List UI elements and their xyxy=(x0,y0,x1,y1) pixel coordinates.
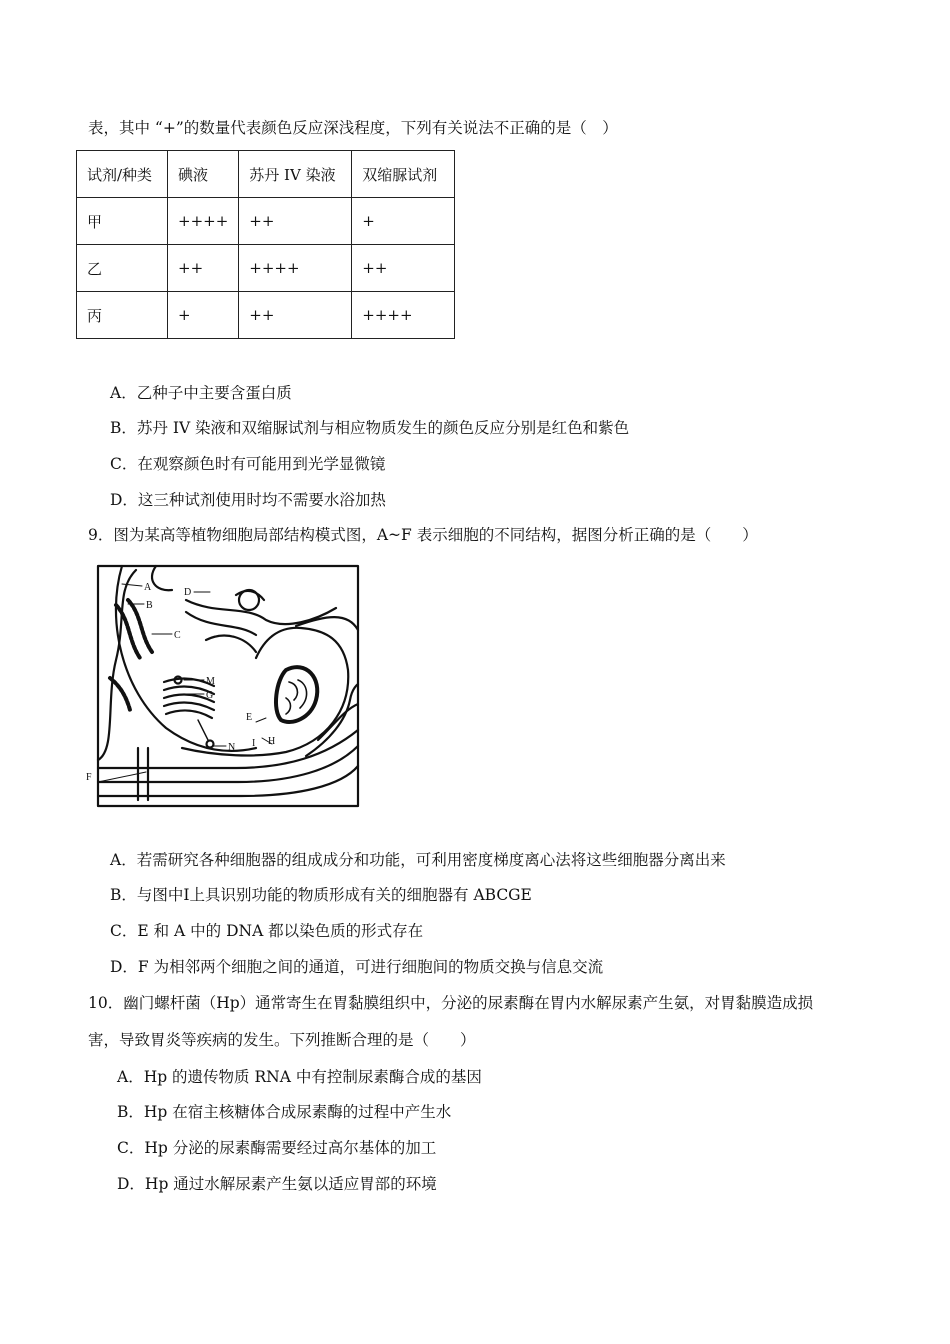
question-10-stem-line2: 害，导致胃炎等疾病的发生。下列推断合理的是（ ） xyxy=(88,1031,476,1049)
q8-option-c: C．在观察颜色时有可能用到光学显微镜 xyxy=(110,455,386,473)
table-cell: ++ xyxy=(239,198,352,245)
question-9-stem: 9．图为某高等植物细胞局部结构模式图，A~F 表示细胞的不同结构，据图分析正确的是（ ） xyxy=(88,526,758,544)
q10-option-c: C．Hp 分泌的尿素酶需要经过高尔基体的加工 xyxy=(117,1139,437,1157)
label-a: A xyxy=(144,582,152,593)
label-c: C xyxy=(174,630,181,641)
table-cell: ++ xyxy=(352,245,455,292)
table-header-cell: 双缩脲试剂 xyxy=(352,151,455,198)
golgi-cisterna xyxy=(166,711,212,718)
table-cell: ++ xyxy=(239,292,352,339)
label-e: E xyxy=(246,712,253,723)
label-i: I xyxy=(252,738,256,749)
er-channel xyxy=(186,612,256,635)
golgi-cisterna xyxy=(164,703,214,710)
table-cell: ++ xyxy=(168,245,239,292)
table-header-row xyxy=(77,151,455,198)
question-10-stem-line1: 10．幽门螺杆菌（Hp）通常寄生在胃黏膜组织中，分泌的尿素酶在胃内水解尿素产生氨，对胃黏膜造成损 xyxy=(88,994,814,1012)
golgi-vesicle-m xyxy=(175,677,182,684)
table-cell: ++++ xyxy=(352,292,455,339)
table-header-cell: 苏丹 IV 染液 xyxy=(239,151,352,198)
label-b: B xyxy=(146,600,153,611)
er-channel xyxy=(206,636,256,652)
table-cell: 丙 xyxy=(77,292,168,339)
golgi-vesicle-n xyxy=(207,741,214,748)
table-header-cell: 试剂/种类 xyxy=(77,151,168,198)
table-cell: ++++ xyxy=(168,198,239,245)
cell-wall-band xyxy=(306,684,358,756)
plant-cell-diagram xyxy=(86,560,362,810)
label-n: N xyxy=(228,742,236,753)
mitochondrion-cristae xyxy=(286,680,307,714)
label-h: H xyxy=(268,736,276,747)
table-cell: + xyxy=(352,198,455,245)
table-row xyxy=(77,198,455,245)
label-f: F xyxy=(86,772,92,783)
q9-option-c: C．E 和 A 中的 DNA 都以染色质的形式存在 xyxy=(110,922,424,940)
q9-option-b: B．与图中Ⅰ上具识别功能的物质形成有关的细胞器有 ABCGE xyxy=(110,886,532,904)
vesicle xyxy=(239,590,259,610)
table-row xyxy=(77,292,455,339)
table-cell: ++++ xyxy=(239,245,352,292)
q8-option-b: B．苏丹 IV 染液和双缩脲试剂与相应物质发生的颜色反应分别是红色和紫色 xyxy=(110,419,630,437)
vesicle-path xyxy=(198,720,208,740)
table-cell: 乙 xyxy=(77,245,168,292)
table-row xyxy=(77,245,455,292)
reagent-table xyxy=(76,150,455,339)
er-membrane xyxy=(152,566,172,590)
q8-option-a: A．乙种子中主要含蛋白质 xyxy=(110,384,292,402)
rough-er xyxy=(110,678,130,710)
label-m: M xyxy=(206,676,215,687)
q9-option-d: D．F 为相邻两个细胞之间的通道，可进行细胞间的物质交换与信息交流 xyxy=(110,958,604,976)
question-8-intro: 表，其中 “+”的数量代表颜色反应深浅程度，下列有关说法不正确的是（ ） xyxy=(88,119,618,137)
q10-option-b: B．Hp 在宿主核糖体合成尿素酶的过程中产生水 xyxy=(117,1103,452,1121)
q8-option-d: D．这三种试剂使用时均不需要水浴加热 xyxy=(110,491,386,509)
label-d: D xyxy=(184,587,192,598)
table-cell: 甲 xyxy=(77,198,168,245)
label-g: G xyxy=(206,690,214,701)
table-cell: + xyxy=(168,292,239,339)
table-header-cell: 碘液 xyxy=(168,151,239,198)
q9-option-a: A．若需研究各种细胞器的组成成分和功能，可利用密度梯度离心法将这些细胞器分离出来 xyxy=(110,851,726,869)
q10-option-a: A．Hp 的遗传物质 RNA 中有控制尿素酶合成的基因 xyxy=(117,1068,482,1086)
q10-option-d: D．Hp 通过水解尿素产生氨以适应胃部的环境 xyxy=(117,1175,437,1193)
